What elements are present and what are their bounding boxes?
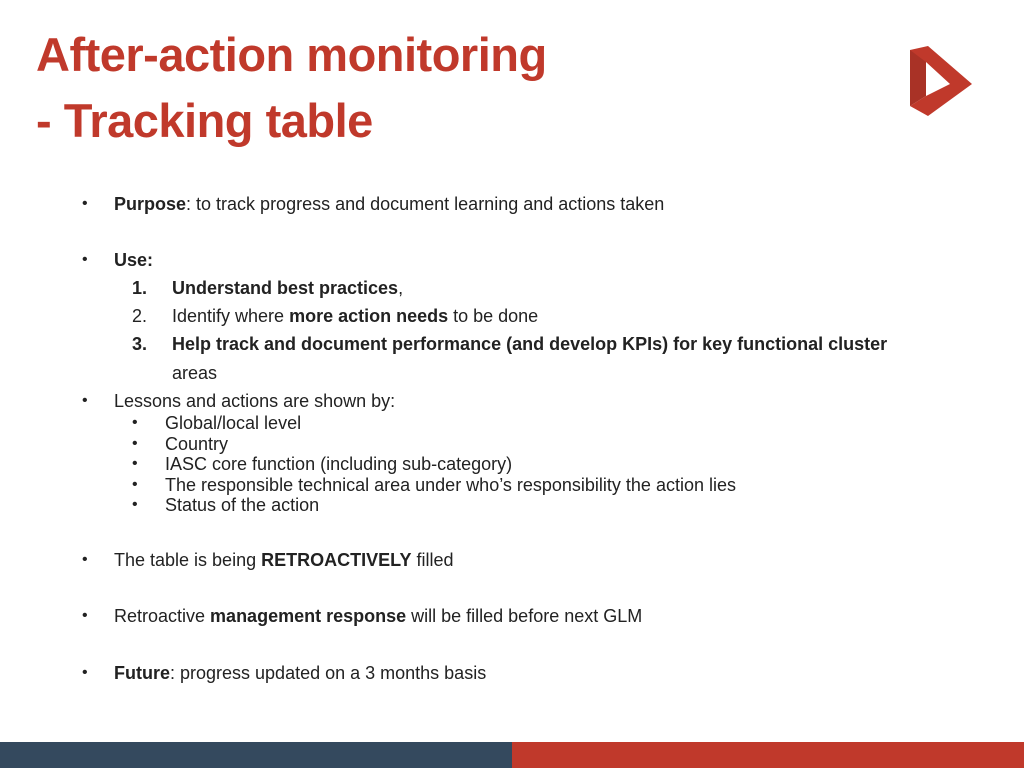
purpose-text: : to track progress and document learning and actions taken [186,194,665,214]
retro-bold: management response [210,606,407,626]
use-item-1-bold: Understand best practices [172,278,399,298]
footer-bar-dark [0,742,512,768]
bullet-dot: • [82,664,88,681]
use-item-2-number: 2. [132,306,148,326]
slide-title-line-1: After-action monitoring [36,28,547,81]
table-after: filled [411,550,454,570]
lessons-line: Lessons and actions are shown by: [114,391,396,411]
retro-after: will be filled before next GLM [406,606,643,626]
sub-bullet-dot: • [132,476,138,493]
use-item-3-continuation: areas [172,363,218,383]
bullet-dot: • [82,392,88,409]
retro-before: Retroactive [114,606,211,626]
use-label-text: Use: [114,250,154,270]
use-item-2 [172,304,538,328]
lessons-item: The responsible technical area under who’s responsibility the action lies [165,475,736,495]
use-item-1 [172,276,403,300]
lessons-item: IASC core function (including sub-category) [165,454,513,474]
lessons-item: Global/local level [165,413,302,433]
future-text: : progress updated on a 3 months basis [170,663,487,683]
use-item-3 [172,332,887,356]
lessons-item: Country [165,434,229,454]
slide-title-line-2: - Tracking table [36,94,373,147]
purpose-label: Purpose [114,194,187,214]
retro-line [114,604,642,628]
table-before: The table is being [114,550,262,570]
sub-bullet-dot: • [132,496,138,513]
purpose-line [114,192,664,216]
bullet-dot: • [82,195,88,212]
use-item-3-number: 3. [132,334,148,354]
use-item-2-bold: more action needs [289,306,449,326]
table-bold: RETROACTIVELY [261,550,412,570]
use-label [114,248,153,272]
sub-bullet-dot: • [132,455,138,472]
future-line [114,661,486,685]
sub-bullet-dot: • [132,414,138,431]
table-line [114,548,453,572]
bullet-dot: • [82,251,88,268]
lessons-item: Status of the action [165,495,320,515]
use-item-1-number: 1. [132,278,148,298]
sub-bullet-dot: • [132,435,138,452]
use-item-2-before: Identify where [172,306,290,326]
use-item-3-bold: Help track and document performance (and develop KPIs) for key functional cluster [172,334,888,354]
future-label: Future [114,663,170,683]
bullet-dot: • [82,607,88,624]
use-item-2-after: to be done [448,306,539,326]
bullet-dot: • [82,551,88,568]
use-item-1-after: , [398,278,404,298]
footer-bar-accent [512,742,1024,768]
